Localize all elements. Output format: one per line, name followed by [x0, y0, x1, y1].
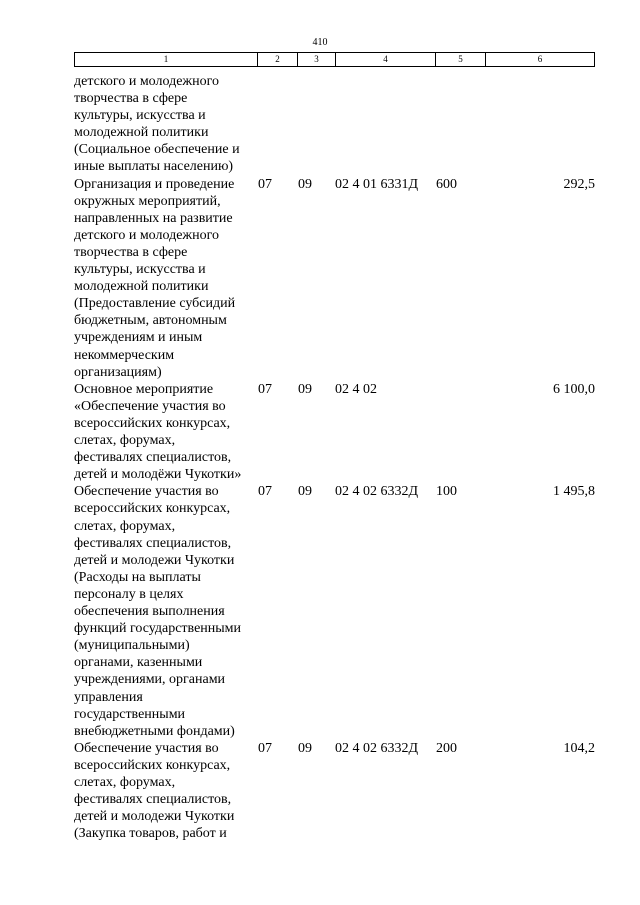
name-line: (муниципальными) — [74, 638, 190, 654]
cell-name — [74, 73, 256, 176]
cell-target-article: 02 4 01 6331Д — [335, 176, 419, 192]
name-line: бюджетным, автономным — [74, 313, 227, 329]
name-line: функций государственными — [74, 621, 242, 637]
cell-name — [74, 740, 256, 843]
header-col-2: 2 — [258, 53, 298, 66]
cell-target-article: 02 4 02 6332Д — [335, 484, 419, 500]
cell-expense-type: 200 — [436, 740, 457, 756]
cell-name — [74, 176, 256, 381]
name-line: культуры, искусства и — [74, 108, 206, 124]
cell-subsection: 09 — [298, 381, 312, 397]
cell-section: 07 — [258, 484, 272, 500]
name-line: Обеспечение участия во — [74, 740, 219, 756]
name-line: творчества в сфере — [74, 91, 188, 107]
name-line: слетах, форумах, — [74, 775, 176, 791]
cell-target-article: 02 4 02 — [335, 381, 377, 397]
cell-subsection: 09 — [298, 740, 312, 756]
cell-expense-type: 100 — [436, 484, 457, 500]
cell-section: 07 — [258, 176, 272, 192]
name-line: «Обеспечение участия во — [74, 398, 226, 414]
name-line: всероссийских конкурсах, — [74, 757, 231, 773]
name-line: окружных мероприятий, — [74, 193, 221, 209]
cell-amount: 292,5 — [563, 176, 595, 192]
header-col-5: 5 — [436, 53, 486, 66]
cell-subsection: 09 — [298, 484, 312, 500]
cell-amount: 6 100,0 — [553, 381, 595, 397]
name-line: иные выплаты населению) — [74, 159, 234, 175]
header-col-6: 6 — [537, 54, 543, 64]
name-line: фестивалях специалистов, — [74, 450, 232, 466]
name-line: молодежной политики — [74, 279, 209, 295]
name-line: детского и молодежного — [74, 227, 219, 243]
name-line: детского и молодежного — [74, 74, 219, 89]
name-line: (Предоставление субсидий — [74, 296, 236, 312]
name-line: Организация и проведение — [74, 176, 235, 192]
cell-name — [74, 483, 256, 739]
cell-section: 07 — [258, 740, 272, 756]
cell-subsection: 09 — [298, 176, 312, 192]
name-line: фестивалях специалистов, — [74, 535, 232, 551]
name-line: учреждениями, органами — [74, 672, 226, 688]
cell-target-article: 02 4 02 6332Д — [335, 740, 419, 756]
name-line: органами, казенными — [74, 655, 203, 671]
name-line: некоммерческим — [74, 347, 175, 363]
name-line: внебюджетными фондами) — [74, 723, 235, 739]
name-line: Обеспечение участия во — [74, 484, 219, 500]
name-line: всероссийских конкурсах, — [74, 415, 231, 431]
name-line: культуры, искусства и — [74, 262, 206, 278]
name-line: управления — [74, 689, 143, 705]
header-col-1: 1 — [75, 53, 258, 66]
cell-name — [74, 381, 256, 484]
name-line: направленных на развитие — [74, 210, 233, 226]
name-line: государственными — [74, 706, 186, 722]
header-col-3: 3 — [298, 53, 336, 66]
cell-amount: 1 495,8 — [553, 484, 595, 500]
name-line: (Социальное обеспечение и — [74, 142, 240, 158]
name-line: персоналу в целях — [74, 586, 184, 602]
header-col-4: 4 — [336, 53, 436, 66]
name-line: (Закупка товаров, работ и — [74, 826, 227, 842]
name-line: творчества в сфере — [74, 244, 188, 260]
name-line: обеспечения выполнения — [74, 604, 225, 620]
name-line: организациям) — [74, 364, 162, 380]
cell-expense-type: 600 — [436, 176, 457, 192]
name-line: молодежной политики — [74, 125, 209, 141]
name-line: учреждениям и иным — [74, 330, 203, 346]
name-line: слетах, форумах, — [74, 518, 176, 534]
name-line: Основное мероприятие — [74, 381, 214, 397]
name-line: (Расходы на выплаты — [74, 569, 201, 585]
name-line: детей и молодежи Чукотки — [74, 552, 235, 568]
name-line: детей и молодёжи Чукотки» — [74, 467, 242, 483]
cell-section: 07 — [258, 381, 272, 397]
name-line: слетах, форумах, — [74, 433, 176, 449]
name-line: детей и молодежи Чукотки — [74, 809, 235, 825]
name-line: всероссийских конкурсах, — [74, 501, 231, 517]
cell-amount: 104,2 — [563, 740, 595, 756]
page-number: 410 — [312, 37, 328, 48]
name-line: фестивалях специалистов, — [74, 792, 232, 808]
table-header — [74, 52, 595, 67]
